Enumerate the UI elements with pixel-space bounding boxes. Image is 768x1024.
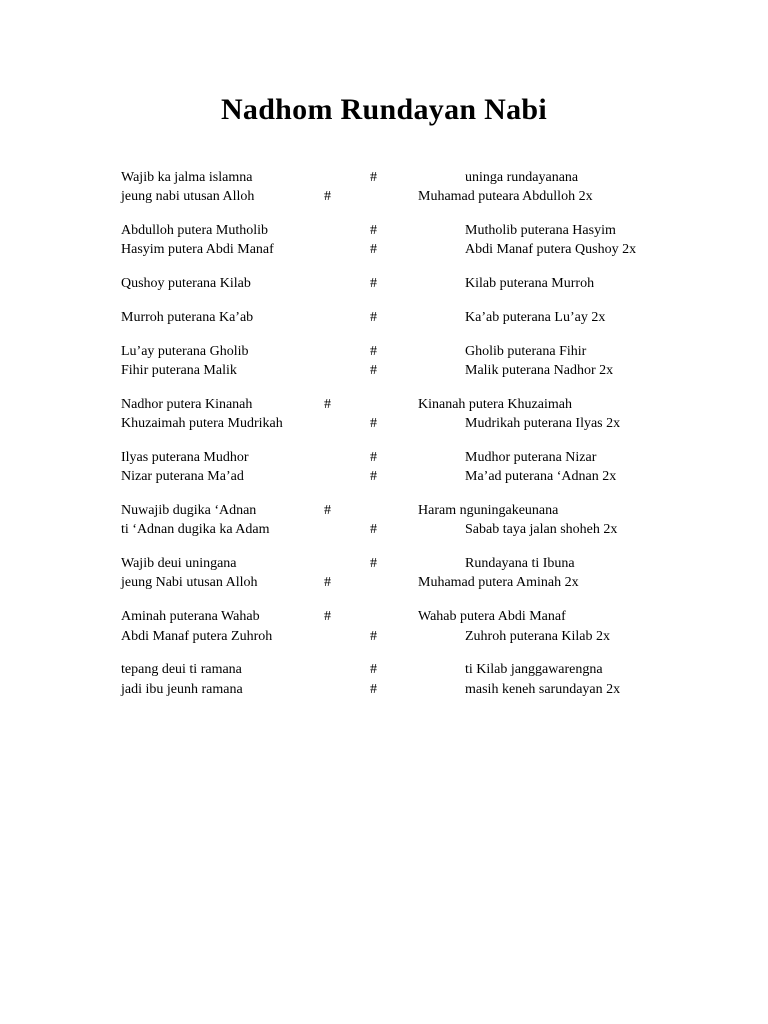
verse-left-half: ti ‘Adnan dugika ka Adam xyxy=(121,522,270,538)
verse-separator: # xyxy=(370,343,377,359)
stanza xyxy=(0,221,768,260)
verse-left-half: Murroh puterana Ka’ab xyxy=(121,309,254,325)
stanza xyxy=(0,168,768,207)
verse-line xyxy=(0,240,768,259)
verse-line xyxy=(0,274,768,293)
verse-right-half: Muhamad puteara Abdulloh 2x xyxy=(418,189,593,205)
verse-right-half: masih keneh sarundayan 2x xyxy=(465,681,621,697)
verse-separator: # xyxy=(370,242,377,258)
verse-separator: # xyxy=(370,276,377,292)
verse-left-half: Wajib ka jalma islamna xyxy=(121,170,253,185)
verse-left-half: Abdi Manaf putera Zuhroh xyxy=(121,628,273,644)
verse-left-half: jadi ibu jeunh ramana xyxy=(121,681,243,697)
stanza xyxy=(0,308,768,327)
poem-body xyxy=(0,168,768,713)
verse-separator: # xyxy=(370,556,377,572)
verse-right-half: Wahab putera Abdi Manaf xyxy=(418,609,566,625)
verse-left-half: Nizar puterana Ma’ad xyxy=(121,469,244,485)
verse-right-half: Mudrikah puterana Ilyas 2x xyxy=(465,416,621,432)
verse-line xyxy=(0,467,768,486)
verse-separator: # xyxy=(370,469,377,485)
verse-left-half: Qushoy puterana Kilab xyxy=(121,276,251,292)
verse-line xyxy=(0,573,768,592)
verse-line xyxy=(0,501,768,520)
page-title: Nadhom Rundayan Nabi xyxy=(220,93,548,126)
verse-line xyxy=(0,520,768,539)
verse-left-half: Fihir puterana Malik xyxy=(121,363,237,379)
verse-left-half: jeung Nabi utusan Alloh xyxy=(121,575,258,591)
verse-separator: # xyxy=(370,363,377,379)
verse-right-half: Abdi Manaf putera Qushoy 2x xyxy=(465,242,637,258)
verse-separator: # xyxy=(324,575,331,591)
verse-separator: # xyxy=(370,522,377,538)
verse-separator: # xyxy=(370,662,377,678)
verse-right-half: Ma’ad puterana ‘Adnan 2x xyxy=(465,469,617,485)
stanza xyxy=(0,274,768,293)
verse-separator: # xyxy=(370,628,377,644)
verse-left-half: Hasyim putera Abdi Manaf xyxy=(121,242,274,258)
verse-line xyxy=(0,342,768,361)
verse-right-half: Mudhor puterana Nizar xyxy=(465,449,597,465)
verse-left-half: Lu’ay puterana Gholib xyxy=(121,343,249,359)
verse-line xyxy=(0,607,768,626)
verse-separator: # xyxy=(370,170,377,185)
stanza xyxy=(0,607,768,646)
verse-right-half: Kinanah putera Khuzaimah xyxy=(418,396,572,412)
verse-line xyxy=(0,627,768,646)
verse-left-half: Wajib deui uningana xyxy=(121,556,237,572)
verse-left-half: Nadhor putera Kinanah xyxy=(121,396,253,412)
verse-left-half: Nuwajib dugika ‘Adnan xyxy=(121,503,257,519)
verse-left-half: jeung nabi utusan Alloh xyxy=(121,189,255,205)
verse-left-half: Aminah puterana Wahab xyxy=(121,609,260,625)
stanza xyxy=(0,554,768,593)
verse-line xyxy=(0,308,768,327)
verse-separator: # xyxy=(324,609,331,625)
verse-left-half: Khuzaimah putera Mudrikah xyxy=(121,416,283,432)
stanza xyxy=(0,395,768,434)
verse-line xyxy=(0,414,768,433)
verse-right-half: Muhamad putera Aminah 2x xyxy=(418,575,579,591)
verse-separator: # xyxy=(324,396,331,412)
verse-line xyxy=(0,395,768,414)
verse-right-half: Malik puterana Nadhor 2x xyxy=(465,363,614,379)
verse-line xyxy=(0,187,768,206)
verse-line xyxy=(0,448,768,467)
verse-left-half: tepang deui ti ramana xyxy=(121,662,242,678)
verse-right-half: Rundayana ti Ibuna xyxy=(465,556,575,572)
verse-right-half: Haram nguningakeunana xyxy=(418,503,559,519)
verse-right-half: Mutholib puterana Hasyim xyxy=(465,223,616,239)
verse-right-half: Sabab taya jalan shoheh 2x xyxy=(465,522,618,538)
verse-separator: # xyxy=(370,416,377,432)
stanza xyxy=(0,660,768,699)
verse-line xyxy=(0,554,768,573)
verse-separator: # xyxy=(370,449,377,465)
verse-line xyxy=(0,660,768,679)
verse-right-half: Kilab puterana Murroh xyxy=(465,276,595,292)
verse-right-half: Ka’ab puterana Lu’ay 2x xyxy=(465,309,606,325)
stanza xyxy=(0,448,768,487)
verse-line xyxy=(0,361,768,380)
stanza xyxy=(0,501,768,540)
verse-separator: # xyxy=(370,681,377,697)
verse-right-half: ti Kilab janggawarengna xyxy=(465,662,603,678)
verse-left-half: Abdulloh putera Mutholib xyxy=(121,223,268,239)
stanza xyxy=(0,342,768,381)
verse-separator: # xyxy=(324,189,331,205)
verse-right-half: Zuhroh puterana Kilab 2x xyxy=(465,628,611,644)
verse-right-half: uninga rundayanana xyxy=(465,170,579,185)
verse-separator: # xyxy=(370,309,377,325)
verse-separator: # xyxy=(370,223,377,239)
verse-left-half: Ilyas puterana Mudhor xyxy=(121,449,249,465)
verse-line xyxy=(0,221,768,240)
verse-line xyxy=(0,168,768,187)
verse-separator: # xyxy=(324,503,331,519)
verse-right-half: Gholib puterana Fihir xyxy=(465,343,587,359)
verse-line xyxy=(0,680,768,699)
